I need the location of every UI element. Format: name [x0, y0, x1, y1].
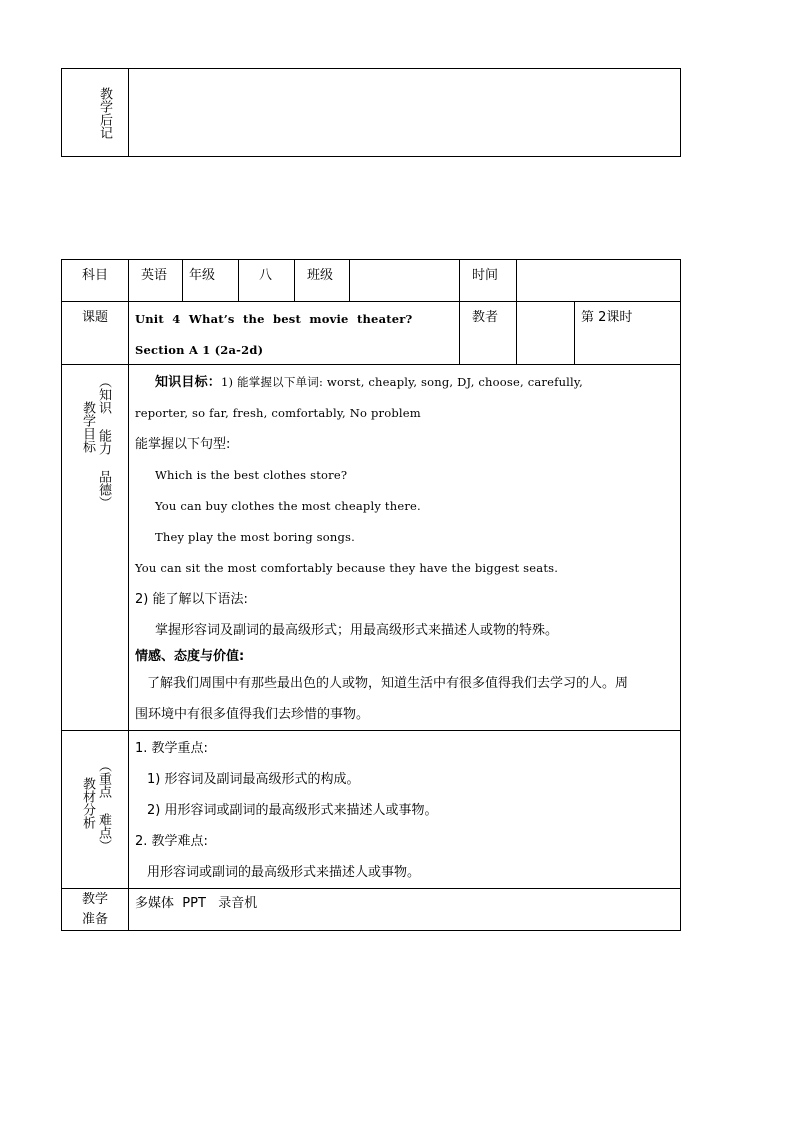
grade-label-cell — [183, 260, 239, 302]
subject-value-cell — [129, 260, 183, 302]
objectives-label-sub: （知识 能力 品德） — [96, 375, 111, 509]
teacher-label: 教者 — [472, 310, 499, 325]
emotion-title: 情感、态度与价值: — [135, 649, 245, 664]
teacher-value-cell — [517, 302, 575, 365]
analysis-label-sub: （重点 难点） — [96, 759, 111, 852]
analysis-label-main: 教材分析 — [80, 777, 95, 829]
topic-title-line2: Section A 1 (2a-2d) — [135, 343, 264, 357]
reflection-label-cell — [62, 69, 129, 157]
preparation-content-cell — [129, 889, 681, 931]
analysis-line3: 2) 用形容词或副词的最高级形式来描述人或事物。 — [147, 803, 438, 818]
preparation-value: 多媒体 PPT 录音机 — [135, 896, 258, 911]
objectives-label-main: 教学目标 — [80, 401, 95, 453]
preparation-label-cell — [62, 889, 129, 931]
analysis-line2: 1) 形容词及副词最高级形式的构成。 — [147, 772, 360, 787]
time-value-cell — [517, 260, 681, 302]
reflection-table — [61, 68, 681, 157]
time-label-cell — [460, 260, 517, 302]
class-value-cell — [350, 260, 460, 302]
period-value: 第 2课时 — [581, 310, 633, 325]
objectives-line7: You can sit the most comfortably because they have the biggest seats. — [135, 561, 559, 575]
objectives-line4: Which is the best clothes store? — [155, 468, 348, 482]
preparation-label-line1: 教学 — [81, 892, 108, 907]
lesson-plan-table — [61, 259, 681, 931]
objectives-line10: 了解我们周围中有那些最出色的人或物，知道生活中有很多值得我们去学习的人。周 — [147, 676, 629, 691]
preparation-label-line2: 准备 — [81, 912, 108, 927]
topic-label-cell — [62, 302, 129, 365]
class-label: 班级 — [307, 268, 334, 283]
analysis-label-cell — [62, 731, 129, 889]
objectives-line2: reporter, so far, fresh, comfortably, No problem — [135, 406, 421, 420]
teacher-label-cell — [460, 302, 517, 365]
reflection-label: 教学后记 — [97, 86, 112, 139]
subject-value: 英语 — [141, 268, 168, 283]
objectives-content-cell — [129, 365, 681, 731]
class-label-cell — [295, 260, 350, 302]
objectives-line11: 围环境中有很多值得我们去珍惜的事物。 — [135, 707, 370, 722]
objectives-line6: They play the most boring songs. — [155, 530, 356, 544]
topic-label: 课题 — [81, 310, 108, 325]
objectives-line1: 1) 能掌握以下单词: worst, cheaply, song, DJ, choose, carefully, — [221, 375, 583, 389]
grade-label: 年级 — [189, 268, 216, 283]
grade-value: 八 — [259, 268, 273, 283]
topic-title-line1: Unit 4 What’s the best movie theater? — [135, 312, 413, 326]
objectives-line9: 掌握形容词及副词的最高级形式；用最高级形式来描述人或物的特殊。 — [155, 623, 559, 638]
analysis-line4: 2. 教学难点: — [135, 834, 208, 849]
knowledge-title: 知识目标： — [155, 375, 222, 390]
subject-label: 科目 — [81, 268, 108, 283]
objectives-line8: 2) 能了解以下语法: — [135, 592, 248, 607]
analysis-content-cell — [129, 731, 681, 889]
topic-title-cell — [129, 302, 460, 365]
reflection-content-cell — [129, 69, 681, 157]
grade-value-cell — [239, 260, 295, 302]
objectives-label-cell — [62, 365, 129, 731]
period-cell — [575, 302, 681, 365]
objectives-line3: 能掌握以下句型: — [135, 437, 231, 452]
analysis-line5: 用形容词或副词的最高级形式来描述人或事物。 — [147, 865, 421, 880]
time-label: 时间 — [472, 268, 499, 283]
subject-label-cell — [62, 260, 129, 302]
objectives-line5: You can buy clothes the most cheaply there. — [155, 499, 421, 513]
analysis-line1: 1. 教学重点: — [135, 741, 208, 756]
